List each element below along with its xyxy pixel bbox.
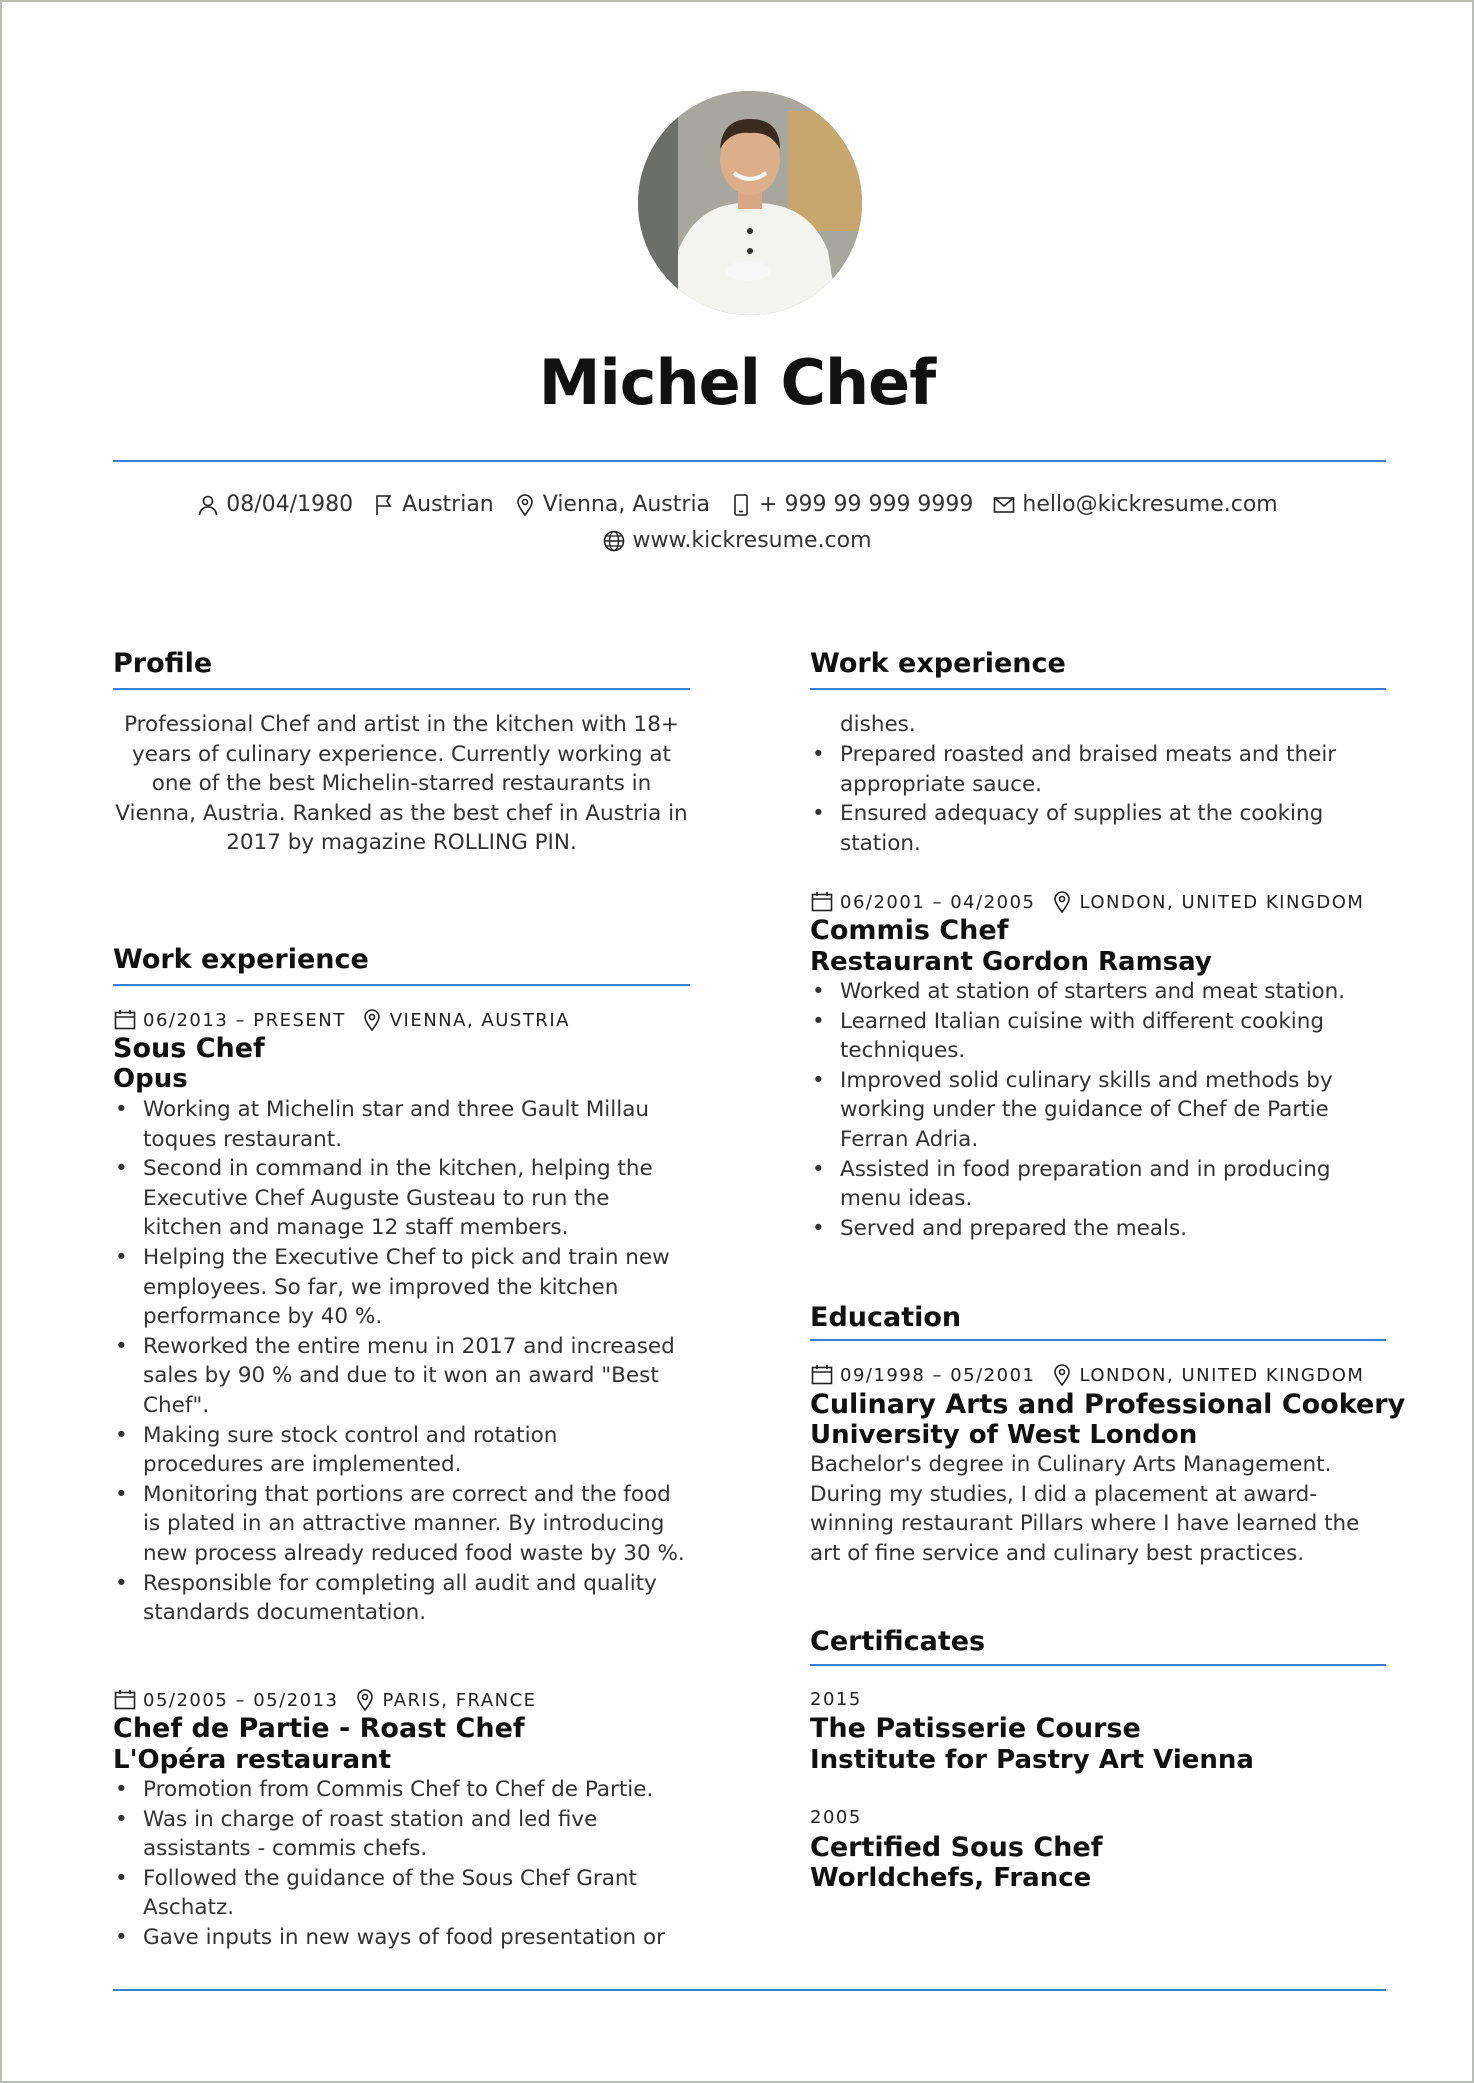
bullet-item <box>840 1155 1400 1214</box>
bullet-item <box>840 740 1400 799</box>
job-title: Sous Chef <box>113 1033 265 1064</box>
bullet-line: • Second in command in the kitchen, helping the <box>143 1156 653 1182</box>
bullet-line: • Was in charge of roast station and led five <box>143 1806 598 1832</box>
nationality-text: Austrian <box>402 492 494 517</box>
education-line: Bachelor's degree in Culinary Arts Management. <box>810 1452 1332 1477</box>
bullet-item <box>143 1421 703 1480</box>
calendar-icon <box>113 1688 137 1712</box>
bullet-line: • Gave inputs in new ways of food presentation or <box>143 1924 666 1950</box>
work-experience-rule <box>113 984 690 986</box>
bullet-item <box>143 1775 703 1805</box>
location-pin-icon <box>1050 890 1074 914</box>
job-dates: 06/2013 – PRESENT <box>143 1009 346 1031</box>
bullet-line: • Assisted in food preparation and in producing <box>840 1156 1331 1182</box>
contact-nationality <box>372 490 494 520</box>
education-line: art of fine service and culinary best practices. <box>810 1540 1305 1566</box>
continued-bullets <box>810 740 1400 858</box>
certificate-issuer: Worldchefs, France <box>810 1863 1092 1893</box>
bullet-line: • Working at Michelin star and three Gault Millau <box>143 1097 650 1122</box>
bullet-line: • Helping the Executive Chef to pick and train new <box>143 1244 670 1270</box>
job-employer: Restaurant Gordon Ramsay <box>810 947 1212 977</box>
bullet-line: standards documentation. <box>143 1600 427 1626</box>
continued-line: dishes. <box>840 712 916 737</box>
certificate-year: 2015 <box>810 1689 862 1710</box>
contact-phone <box>729 490 973 520</box>
calendar-icon <box>113 1008 137 1032</box>
profile-line: one of the best Michelin-starred restaurants in <box>151 771 652 797</box>
work-experience-continued-heading: Work experience <box>810 648 1066 679</box>
job-title: Chef de Partie - Roast Chef <box>113 1713 525 1744</box>
work-experience-heading: Work experience <box>113 944 369 975</box>
profile-line: years of culinary experience. Currently working at <box>132 741 671 767</box>
job-location: PARIS, FRANCE <box>382 1689 537 1711</box>
job-dates: 05/2005 – 05/2013 <box>143 1689 339 1711</box>
bullet-line: appropriate sauce. <box>840 771 1043 797</box>
website-text: www.kickresume.com <box>632 528 872 553</box>
work-experience-continued-rule <box>810 688 1386 690</box>
bullet-line: Executive Chef Auguste Gusteau to run the <box>143 1185 610 1211</box>
bullet-line: • Worked at station of starters and meat station. <box>840 979 1346 1004</box>
bullet-line: Aschatz. <box>143 1895 235 1921</box>
bullet-item <box>143 1154 703 1243</box>
bullet-line: • Followed the guidance of the Sous Chef Grant <box>143 1865 637 1891</box>
bullet-line: • Reworked the entire menu in 2017 and increased <box>143 1333 675 1359</box>
certificate-year: 2005 <box>810 1807 862 1828</box>
bullet-item <box>143 1864 703 1923</box>
job-meta <box>113 1008 570 1032</box>
job-location: LONDON, UNITED KINGDOM <box>1079 891 1365 913</box>
education-dates: 09/1998 – 05/2001 <box>840 1364 1036 1386</box>
education-line: winning restaurant Pillars where I have learned the <box>810 1511 1360 1537</box>
location-pin-icon <box>360 1008 384 1032</box>
job-employer: L'Opéra restaurant <box>113 1745 392 1775</box>
bullet-line: toques restaurant. <box>143 1126 343 1152</box>
bullet-line: • Learned Italian cuisine with different cooking <box>840 1008 1325 1034</box>
education-location: LONDON, UNITED KINGDOM <box>1079 1364 1365 1386</box>
profile-heading: Profile <box>113 648 213 679</box>
bullet-line: • Served and prepared the meals. <box>840 1215 1188 1241</box>
job-employer: Opus <box>113 1064 188 1094</box>
bullet-item <box>143 1480 703 1569</box>
education-school: University of West London <box>810 1420 1198 1450</box>
bullet-line: • Promotion from Commis Chef to Chef de Partie. <box>143 1777 654 1802</box>
certificate-issuer: Institute for Pastry Art Vienna <box>810 1745 1254 1775</box>
bullet-line: kitchen and manage 12 staff members. <box>143 1215 569 1241</box>
contact-bar <box>0 490 1474 562</box>
bullet-line: • Making sure stock control and rotation <box>143 1422 558 1448</box>
footer-rule <box>113 1989 1386 1991</box>
contact-location <box>513 490 710 520</box>
bullet-line: assistants - commis chefs. <box>143 1836 428 1862</box>
globe-icon <box>602 529 626 553</box>
education-rule <box>810 1339 1386 1341</box>
calendar-icon <box>810 890 834 914</box>
bullet-line: new process already reduced food waste by 30 %. <box>143 1540 685 1566</box>
bullet-line: • Prepared roasted and braised meats and their <box>840 742 1337 767</box>
envelope-icon <box>992 493 1016 517</box>
bullet-line: techniques. <box>840 1038 966 1064</box>
bullet-item <box>143 1805 703 1864</box>
bullet-item <box>840 799 1400 858</box>
bullet-line: procedures are implemented. <box>143 1452 462 1478</box>
education-description <box>810 1450 1386 1568</box>
flag-icon <box>372 493 396 517</box>
bullet-line: is plated in an attractive manner. By introducing <box>143 1511 665 1537</box>
location-pin-icon <box>1050 1363 1074 1387</box>
bullet-item <box>143 1095 703 1154</box>
bullet-line: Ferran Adria. <box>840 1126 979 1152</box>
bullet-line: • Responsible for completing all audit and quality <box>143 1570 657 1596</box>
candidate-name: Michel Chef <box>538 346 936 419</box>
profile-line: 2017 by magazine ROLLING PIN. <box>226 830 577 856</box>
bullet-line: sales by 90 % and due to it won an award "Best <box>143 1363 659 1389</box>
location-text: Vienna, Austria <box>542 492 711 517</box>
job-bullets <box>113 1095 703 1628</box>
certificates-heading: Certificates <box>810 1626 986 1657</box>
bullet-item <box>840 1214 1400 1244</box>
job-dates: 06/2001 – 04/2005 <box>840 891 1036 913</box>
certificate-name: The Patisserie Course <box>810 1713 1141 1744</box>
profile-line: Professional Chef and artist in the kitchen with 18+ <box>124 712 679 737</box>
education-heading: Education <box>810 1302 962 1333</box>
education-line: During my studies, I did a placement at award- <box>810 1481 1318 1507</box>
person-icon <box>196 493 220 517</box>
location-pin-icon <box>353 1688 377 1712</box>
email-text: hello@kickresume.com <box>1022 492 1278 517</box>
job-bullets <box>810 977 1400 1243</box>
bullet-line: performance by 40 %. <box>143 1304 383 1330</box>
bullet-line: Chef". <box>143 1392 210 1418</box>
education-meta <box>810 1363 1364 1387</box>
location-pin-icon <box>513 493 537 517</box>
job-meta <box>113 1688 537 1712</box>
bullet-line: working under the guidance of Chef de Partie <box>840 1097 1329 1123</box>
profile-rule <box>113 688 690 690</box>
profile-line: Vienna, Austria. Ranked as the best chef in Austria in <box>115 800 688 826</box>
profile-photo <box>638 91 862 315</box>
job-location: VIENNA, AUSTRIA <box>389 1009 570 1031</box>
certificate-name: Certified Sous Chef <box>810 1832 1103 1863</box>
bullet-item <box>840 1066 1400 1155</box>
bullet-line: station. <box>840 830 921 856</box>
contact-email[interactable] <box>992 490 1277 520</box>
bullet-item <box>143 1243 703 1332</box>
header-rule <box>113 460 1386 462</box>
bullet-line: employees. So far, we improved the kitchen <box>143 1274 619 1300</box>
certificates-rule <box>810 1664 1386 1666</box>
phone-text: + 999 99 999 9999 <box>759 492 974 517</box>
job-meta <box>810 890 1364 914</box>
birthdate-text: 08/04/1980 <box>226 492 354 517</box>
job-title: Commis Chef <box>810 915 1009 946</box>
phone-icon <box>729 493 753 517</box>
calendar-icon <box>810 1363 834 1387</box>
contact-website[interactable] <box>602 526 871 556</box>
job-bullets <box>113 1775 703 1953</box>
bullet-item <box>840 1007 1400 1066</box>
bullet-line: menu ideas. <box>840 1186 973 1212</box>
profile-summary <box>113 710 690 858</box>
education-degree: Culinary Arts and Professional Cookery <box>810 1389 1406 1420</box>
bullet-item <box>143 1923 703 1953</box>
bullet-item <box>143 1332 703 1421</box>
bullet-item <box>143 1569 703 1628</box>
bullet-line: • Improved solid culinary skills and methods by <box>840 1067 1333 1093</box>
bullet-line: • Ensured adequacy of supplies at the cooking <box>840 801 1324 827</box>
bullet-item <box>840 977 1400 1007</box>
bullet-line: • Monitoring that portions are correct and the food <box>143 1481 671 1507</box>
contact-birthdate <box>196 490 353 520</box>
